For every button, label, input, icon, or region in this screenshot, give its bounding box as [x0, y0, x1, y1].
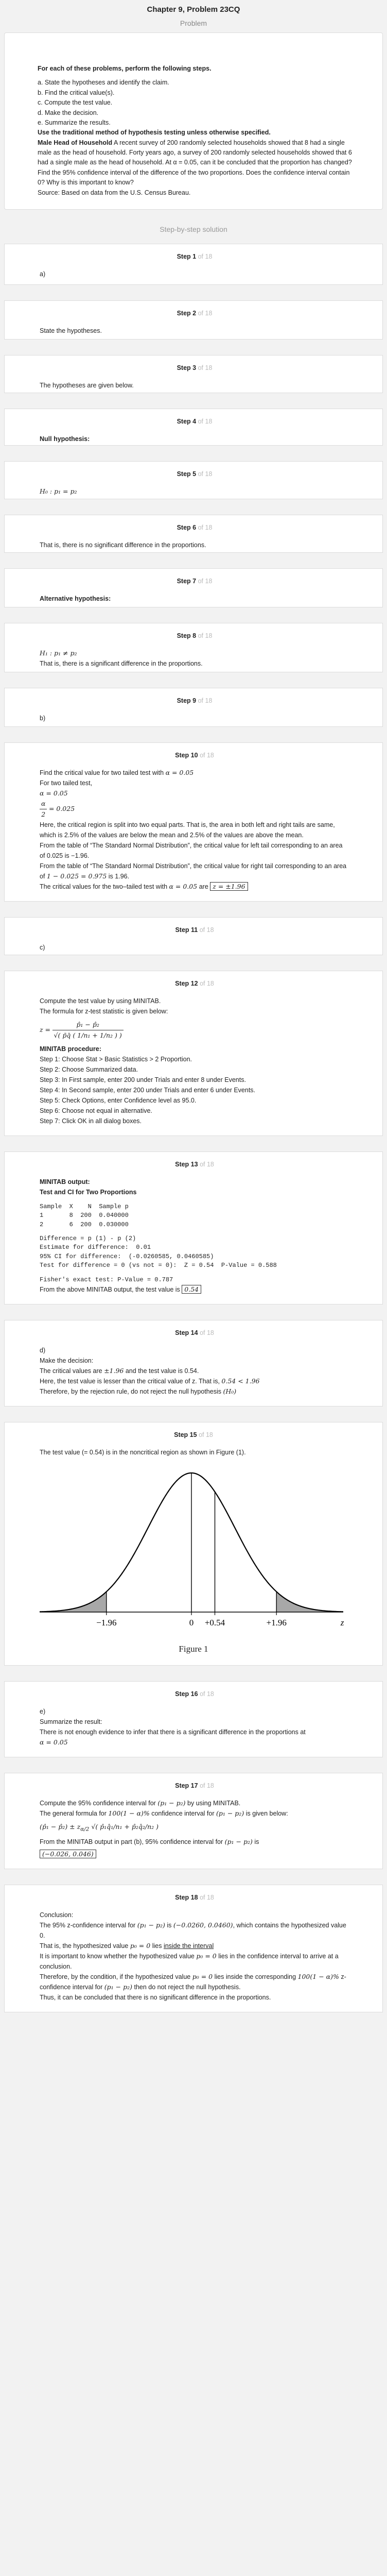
problem-traditional: Use the traditional method of hypothesis testing unless otherwise specified. — [38, 129, 271, 137]
problem-list-item: c. Compute the test value. — [38, 99, 113, 107]
problem-text: A recent survey of 200 randomly selected households showed that 8 had a single male as the head of household. Forty years ago, a survey of 200 randomly selected households showed that 6 had a single male as the head of household. At α = 0.05, can it be concluded that the proportion has changed? Find the 95% confidence interval of the difference of the two proportions. Does the confidence interval contain 0? Why is this important to know? — [38, 139, 352, 187]
step-text: From the table of “The Standard Normal Distribution”, the critical value for left tail corresponding to an area of 0.025 is −1.96. — [40, 841, 343, 859]
problem-list-item: a. State the hypotheses and identify the claim. — [38, 79, 169, 87]
step-title: Step 18 of 18 — [175, 1894, 214, 1902]
solution-heading: Step-by-step solution — [160, 225, 227, 233]
step-title: Step 4 of 18 — [177, 417, 213, 425]
problem-heading: Problem — [180, 19, 207, 27]
step-16 — [4, 1681, 383, 1757]
answer-box: (−0.026, 0.046) — [40, 1850, 96, 1858]
z-formula: z = $\frac{\text{p̂₁ − p̂₂}}{\text{√( p̄q̄ ( 1/n₁ + 1/n₂ ) )}}$ — [40, 1020, 349, 1041]
step-title: Step 7 of 18 — [177, 577, 213, 585]
step-text: The test value (= 0.54) is in the noncritical region as shown in Figure (1). — [40, 1449, 246, 1456]
step-text: e) — [40, 1708, 46, 1716]
tick-label: +1.96 — [266, 1618, 287, 1628]
problem-card — [4, 32, 383, 210]
step-14 — [4, 1320, 383, 1406]
step-2 — [4, 300, 383, 340]
step-text: Thus, it can be concluded that there is no significant difference in the proportions. — [40, 1994, 271, 2002]
problem-list-item: e. Summarize the results. — [38, 118, 111, 126]
minitab-fisher: Fisher's exact test: P-Value = 0.787 — [40, 1276, 173, 1283]
step-15 — [4, 1422, 383, 1666]
step-text: Here, the critical region is split into two equal parts. That is, the area in both left and right tails are same, which is 2.5% of the values are below the mean and 2.5% of the values are above the mean. — [40, 821, 335, 839]
step-4 — [4, 409, 383, 446]
step-title: Step 15 of 18 — [174, 1431, 213, 1438]
minitab-diff: Difference = p (1) - p (2) Estimate for difference: 0.01 95% CI for difference: (-0.0260585, 0.0460585) Test for difference = 0 (vs not = 0): Z = 0.54 P-Value = 0.588 — [40, 1235, 277, 1269]
alpha-half: $\frac{\alpha}{2}$ = 0.025 — [40, 799, 349, 820]
step-text: The 95% z-confidence interval for (p₁ − p₂) is (−0.0260, 0.0460), which contains the hypothesized value 0. — [40, 1921, 346, 1940]
ci-answer — [40, 1849, 349, 1859]
step-title: Step 16 of 18 — [175, 1690, 214, 1698]
step-text: d) — [40, 1347, 46, 1354]
step-text: From the MINITAB output in part (b), 95% confidence interval for (p₁ − p₂) is — [40, 1838, 259, 1846]
alternative-hypothesis-label: Alternative hypothesis: — [40, 595, 111, 602]
step-text: Here, the test value is lesser than the critical value of z. That is, 0.54 < 1.96 — [40, 1377, 260, 1385]
step-title: Step 1 of 18 — [177, 252, 213, 260]
step-text: It is important to know whether the hypothesized value p₀ = 0 lies in the confidence interval to arrive at a conclusion. — [40, 1952, 339, 1971]
step-title: Step 3 of 18 — [177, 364, 213, 371]
step-text: Summarize the result: — [40, 1718, 102, 1726]
step-text: That is, the hypothesized value p₀ = 0 lies inside the interval — [40, 1942, 214, 1950]
step-text: That is, there is no significant difference in the proportions. — [40, 541, 206, 549]
procedure-step: Step 5: Check Options, enter Confidence level as 95.0. — [40, 1096, 197, 1104]
problem-title: Male Head of Household — [38, 139, 113, 146]
step-title: Step 9 of 18 — [177, 697, 213, 704]
step-text: Conclusion: — [40, 1911, 74, 1919]
tick-label: 0 — [189, 1618, 194, 1628]
step-text: The critical values are ±1.96 and the test value is 0.54. — [40, 1367, 199, 1375]
procedure-step: Step 6: Choose not equal in alternative. — [40, 1107, 152, 1114]
step-text: For two tailed test, — [40, 779, 93, 787]
step-text: The hypotheses are given below. — [40, 381, 134, 389]
step-5 — [4, 461, 383, 499]
step-title: Step 10 of 18 — [175, 751, 214, 759]
step-title: Step 2 of 18 — [177, 309, 213, 317]
step-title: Step 14 of 18 — [175, 1329, 214, 1336]
step-3 — [4, 355, 383, 393]
minitab-table: Sample X N Sample p 1 8 200 0.040000 2 6 200 0.030000 — [40, 1202, 129, 1228]
minitab-output-head: MINITAB output: — [40, 1178, 90, 1185]
normal-curve-chart — [29, 1463, 359, 1638]
step-text: Compute the 95% confidence interval for (p₁ − p₂) by using MINITAB. — [40, 1799, 241, 1807]
step-text: State the hypotheses. — [40, 327, 102, 334]
step-title: Step 8 of 18 — [177, 632, 213, 639]
alternative-hypothesis-math: H₁ : p₁ ≠ p₂ — [40, 649, 77, 657]
null-hypothesis-math: H₀ : p₁ = p₂ — [40, 487, 77, 495]
procedure-step: Step 4: In Second sample, enter 200 under Trials and enter 6 under Events. — [40, 1086, 256, 1094]
critical-value-intro: Find the critical value for two tailed test with α = 0.05 — [40, 768, 194, 776]
problem-list-item: b. Find the critical value(s). — [38, 89, 115, 96]
step-title: Step 6 of 18 — [177, 523, 213, 531]
step-text: Therefore, by the rejection rule, do not reject the null hypothesis (H₀) — [40, 1387, 237, 1395]
step-text: Therefore, by the condition, if the hypothesized value p₀ = 0 lies inside the corresponding 100(1 − α)% z-confidence interval for (p₁ − p₂) then do not reject the null hypothesis. — [40, 1973, 346, 1991]
step-title: Step 11 of 18 — [175, 926, 214, 934]
step-text: a) — [40, 270, 46, 278]
procedure-step: Step 7: Click OK in all dialog boxes. — [40, 1117, 142, 1125]
step-11 — [4, 917, 383, 955]
step-text: Make the decision: — [40, 1357, 94, 1364]
procedure-step: Step 2: Choose Summarized data. — [40, 1065, 138, 1073]
step-title: Step 13 of 18 — [175, 1160, 214, 1168]
step-text: b) — [40, 714, 46, 722]
step-7 — [4, 568, 383, 607]
problem-list-item: d. Make the decision. — [38, 109, 99, 116]
problem-source: Source: Based on data from the U.S. Census Bureau. — [38, 189, 191, 196]
null-hypothesis-label: Null hypothesis: — [40, 435, 90, 443]
procedure-step: Step 3: In First sample, enter 200 under Trials and enter 8 under Events. — [40, 1076, 246, 1083]
problem-intro: For each of these problems, perform the following steps. — [38, 65, 212, 72]
alpha-value: α = 0.05 — [40, 789, 68, 797]
step-text: From the table of “The Standard Normal Distribution”, the critical value for right tail corresponding to an area of 1 − 0.025 = 0.975 is 1.96. — [40, 862, 347, 880]
figure-caption: Figure 1 — [179, 1644, 208, 1654]
ci-formula: (p̂₁ − p̂₂) ± $z_{\alpha/2}$ √( p̂₁q̂₁/n₁ + p̂₂q̂₂/n₂ ) — [40, 1823, 159, 1833]
test-value-answer: From the above MINITAB output, the test value is 0.54 — [40, 1284, 349, 1295]
step-13 — [4, 1151, 383, 1304]
step-8 — [4, 623, 383, 672]
step-6 — [4, 515, 383, 553]
step-10 — [4, 742, 383, 902]
step-text: c) — [40, 943, 45, 951]
tick-label: +0.54 — [204, 1618, 225, 1628]
chapter-title: Chapter 9, Problem 23CQ — [147, 5, 240, 14]
procedure-step: Step 1: Choose Stat > Basic Statistics > 2 Proportion. — [40, 1055, 192, 1063]
step-1 — [4, 244, 383, 285]
step-text: That is, there is a significant difference in the proportions. — [40, 659, 203, 667]
step-text: There is not enough evidence to infer that there is a significant difference in the proportions at — [40, 1728, 306, 1736]
critical-values-answer: The critical values for the two–tailed test with α = 0.05 are z = ±1.96 — [40, 882, 349, 892]
axis-label-z: z — [340, 1618, 344, 1628]
answer-box: 0.54 — [182, 1285, 201, 1294]
step-text: The general formula for 100(1 − α)% confidence interval for (p₁ − p₂) is given below: — [40, 1809, 288, 1818]
step-9 — [4, 688, 383, 727]
minitab-procedure-head: MINITAB procedure: — [40, 1045, 101, 1053]
normal-curve-figure — [29, 1463, 358, 1641]
problem-body — [38, 138, 356, 188]
step-title: Step 17 of 18 — [175, 1782, 214, 1790]
tick-label: −1.96 — [96, 1618, 117, 1628]
step-title: Step 12 of 18 — [175, 979, 214, 987]
step-17 — [4, 1773, 383, 1869]
step-title: Step 5 of 18 — [177, 470, 213, 478]
minitab-output-sub: Test and CI for Two Proportions — [40, 1188, 137, 1196]
step-18 — [4, 1885, 383, 2012]
alpha-value: α = 0.05 — [40, 1738, 68, 1747]
step-text: The formula for z-test statistic is given below: — [40, 1007, 168, 1015]
step-text: Compute the test value by using MINITAB. — [40, 997, 161, 1005]
step-12 — [4, 971, 383, 1136]
answer-box: z = ±1.96 — [210, 882, 248, 891]
